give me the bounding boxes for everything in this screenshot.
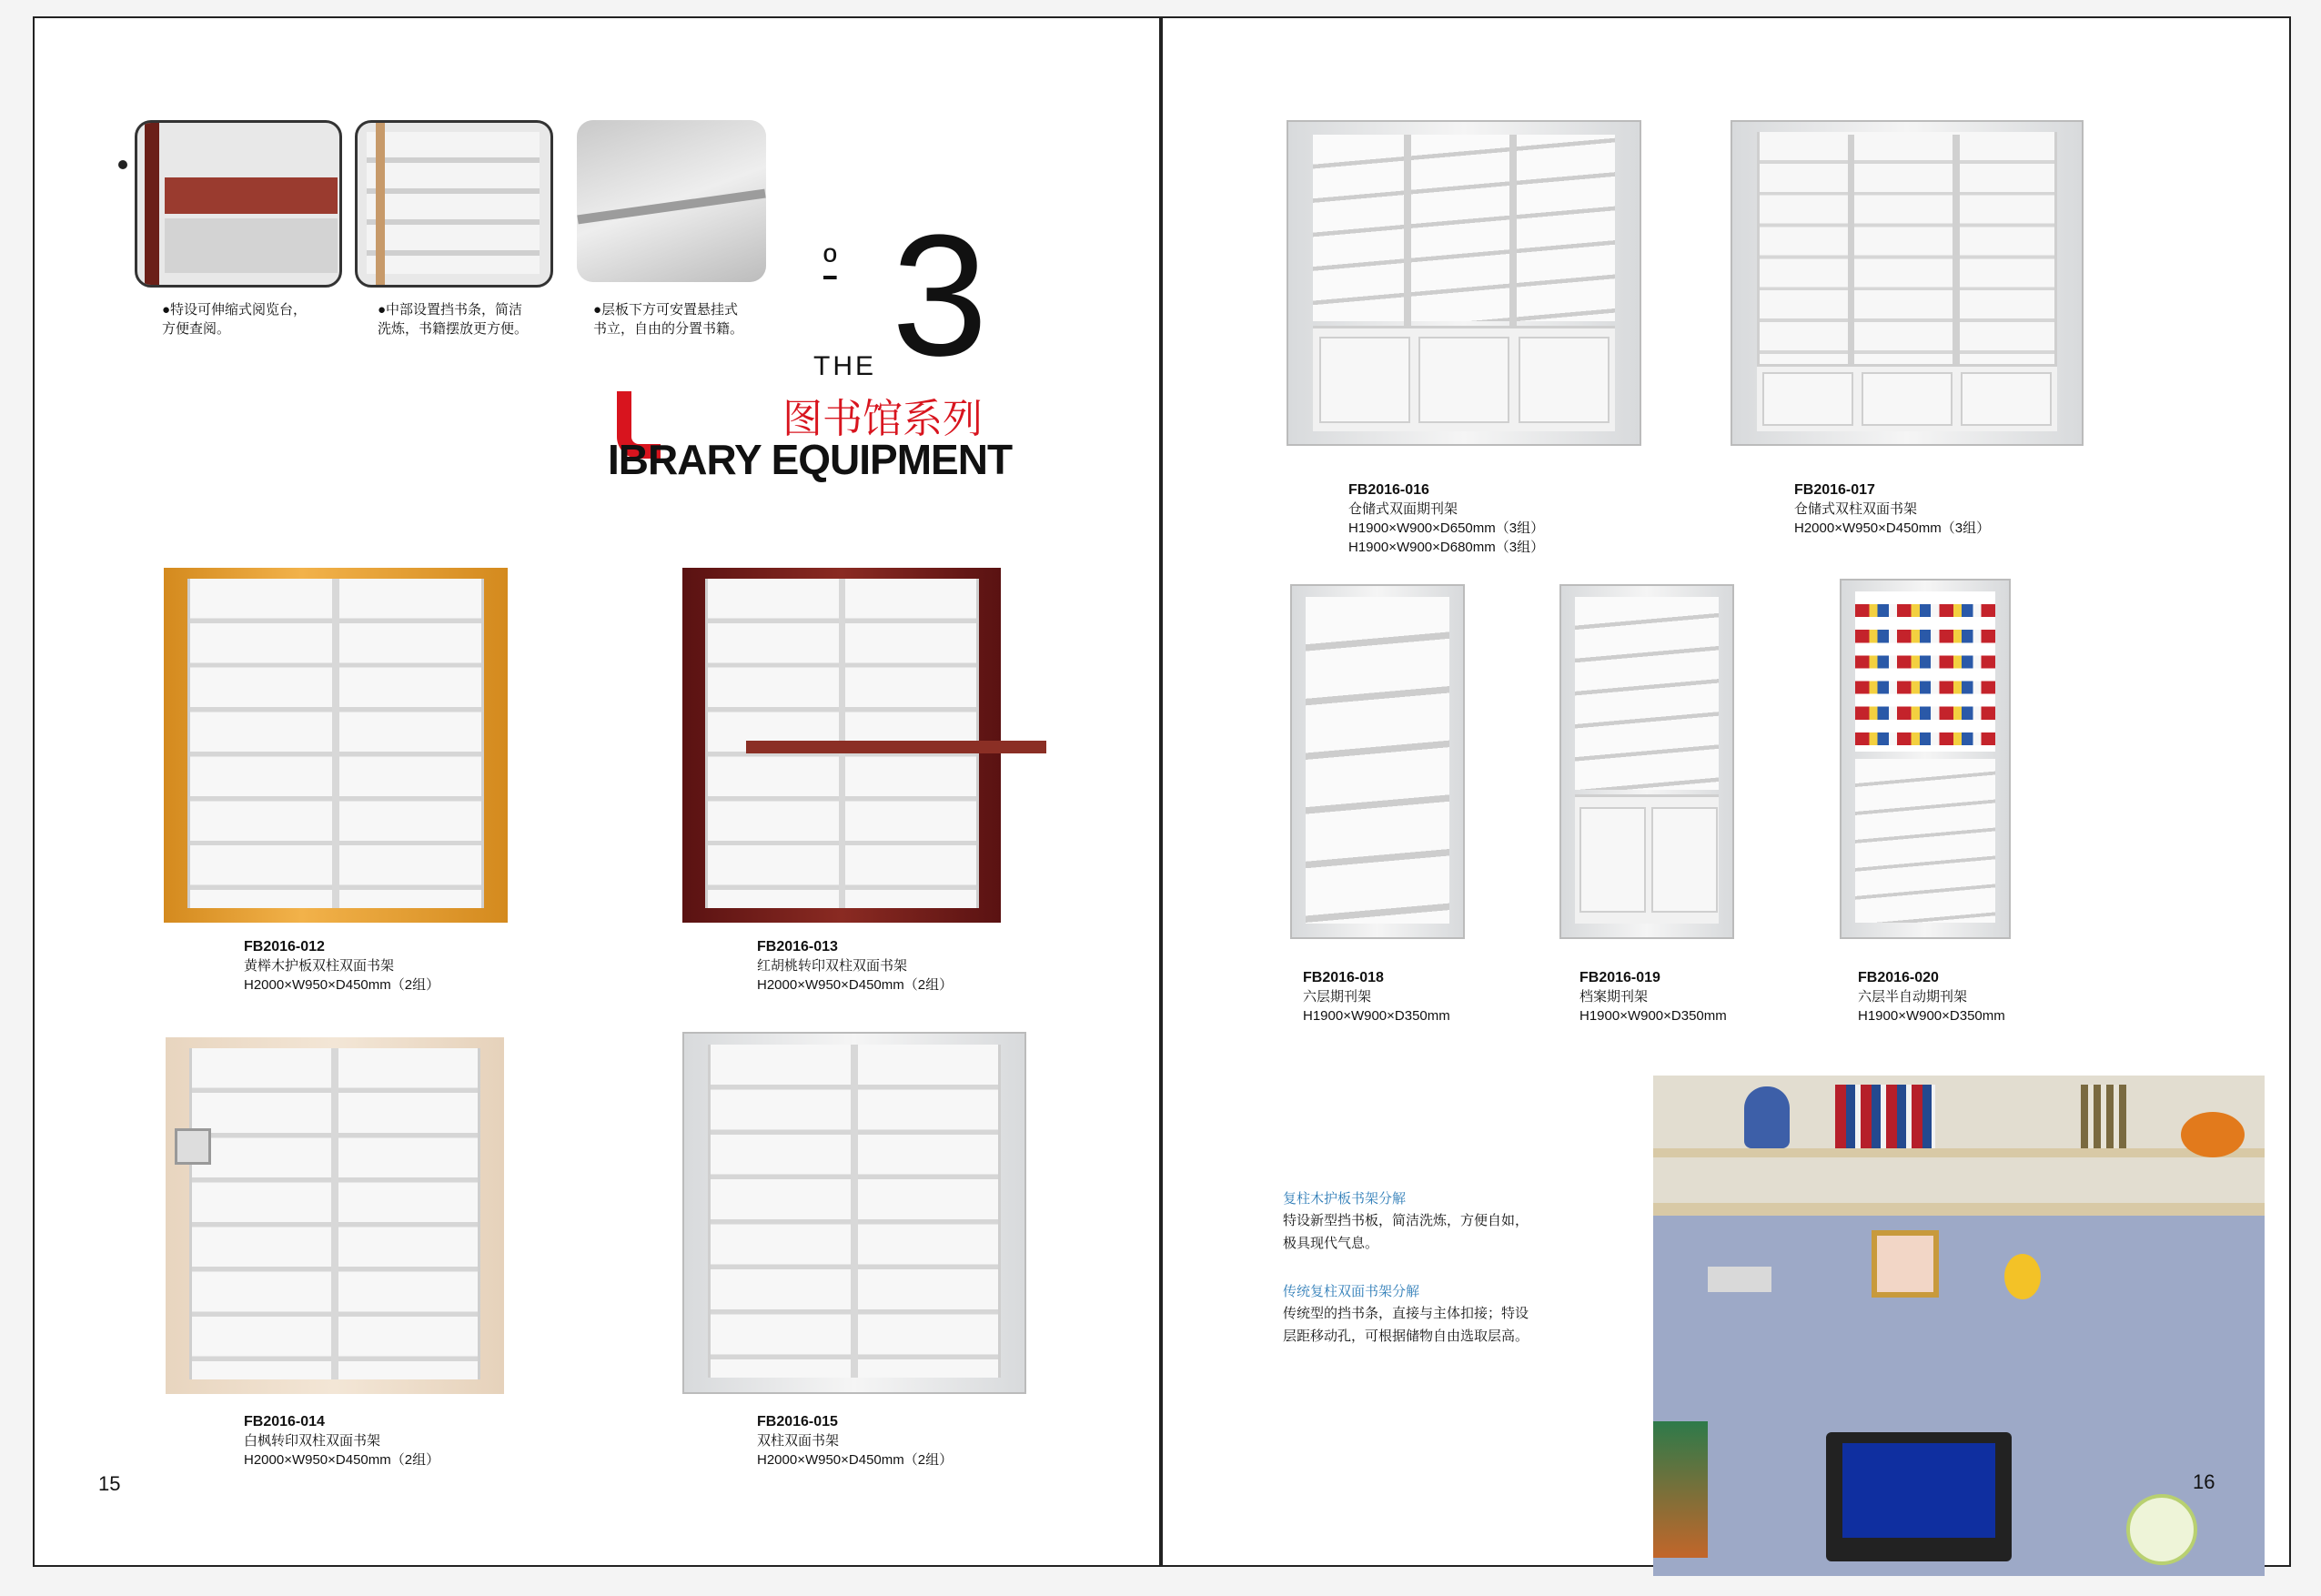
feature-title: 复柱木护板书架分解 [1283,1191,1407,1207]
product-code: FB2016-017 [1794,482,1875,498]
product-image-fb2016-015 [682,1032,1026,1394]
product-caption-fb2016-013 [757,937,953,995]
product-spec: H2000×W950×D450mm（2组） [244,977,440,993]
product-spec: H1900×W900×D350mm [1579,1008,1727,1024]
feature-title: 传统复柱双面书架分解 [1283,1284,1420,1299]
product-name: 红胡桃转印双柱双面书架 [757,958,908,974]
product-code: FB2016-012 [244,939,325,955]
product-spec: H2000×W950×D450mm（3组） [1794,520,1991,536]
product-image-fb2016-020 [1840,579,2011,939]
product-spec: H1900×W900×D350mm [1858,1008,2005,1024]
logo-the: THE [813,351,876,381]
product-caption-fb2016-015 [757,1412,953,1470]
detail-caption-2: ●中部设置挡书条，简洁洗炼，书籍摆放更方便。 [378,302,529,337]
product-code: FB2016-020 [1858,970,1939,985]
product-caption-fb2016-017 [1794,480,1990,538]
product-image-fb2016-013 [682,568,1001,923]
product-caption-fb2016-019 [1579,968,1727,1025]
product-name: 仓储式双面期刊架 [1348,501,1458,517]
detail-photo-shelf-underside [577,120,766,282]
room-photo [1653,1076,2265,1576]
product-spec: H1900×W900×D650mm（3组） [1348,520,1545,536]
product-spec: H2000×W950×D450mm（2组） [757,1452,954,1468]
product-code: FB2016-013 [757,939,838,955]
product-image-fb2016-019 [1559,584,1734,939]
product-caption-fb2016-018 [1303,968,1450,1025]
page-number-right: 16 [2193,1470,2215,1493]
product-name: 六层期刊架 [1303,989,1372,1005]
product-caption-fb2016-012 [244,937,439,995]
page-spine [1161,16,1163,1567]
product-spec: H1900×W900×D350mm [1303,1008,1450,1024]
product-name: 双柱双面书架 [757,1433,840,1449]
feature-body: 传统型的挡书条，直接与主体扣接；特设层距移动孔，可根据储物自由选取层高。 [1283,1306,1529,1344]
logo-small-mark: º [823,242,837,282]
detail-photo-book-stopper [355,120,553,288]
page-number-left: 15 [98,1472,121,1495]
product-code: FB2016-018 [1303,970,1384,985]
logo-number: 3 [892,199,988,392]
product-spec: H2000×W950×D450mm（2组） [757,977,954,993]
product-spec-2: H1900×W900×D680mm（3组） [1348,540,1545,555]
product-caption-fb2016-014 [244,1412,439,1470]
product-image-fb2016-016 [1287,120,1641,446]
feature-block-2 [1283,1281,1529,1348]
product-spec: H2000×W950×D450mm（2组） [244,1452,440,1468]
product-image-fb2016-014 [166,1037,504,1394]
detail-dot [118,160,127,169]
feature-block-1 [1283,1188,1529,1255]
product-name: 仓储式双柱双面书架 [1794,501,1918,517]
product-name: 档案期刊架 [1579,989,1649,1005]
product-image-fb2016-018 [1290,584,1465,939]
product-name: 黄榉木护板双柱双面书架 [244,958,395,974]
logo-chinese-title: 图书馆系列 [782,396,983,442]
product-code: FB2016-019 [1579,970,1660,985]
product-caption-fb2016-020 [1858,968,2005,1025]
detail-photo-reading-board [135,120,342,288]
product-code: FB2016-015 [757,1414,838,1429]
detail-caption-1: ●特设可伸缩式阅览台，方便查阅。 [162,302,308,337]
product-caption-fb2016-016 [1348,480,1544,557]
product-code: FB2016-014 [244,1414,325,1429]
logo-english-title: IBRARY EQUIPMENT [608,436,1013,483]
product-name: 白枫转印双柱双面书架 [244,1433,381,1449]
product-image-fb2016-012 [164,568,508,923]
product-name: 六层半自动期刊架 [1858,989,1968,1005]
feature-body: 特设新型挡书板，简洁洗炼，方便自如，极具现代气息。 [1283,1213,1529,1251]
product-image-fb2016-017 [1731,120,2084,446]
product-code: FB2016-016 [1348,482,1429,498]
detail-caption-3: ●层板下方可安置悬挂式书立，自由的分置书籍。 [593,302,744,337]
